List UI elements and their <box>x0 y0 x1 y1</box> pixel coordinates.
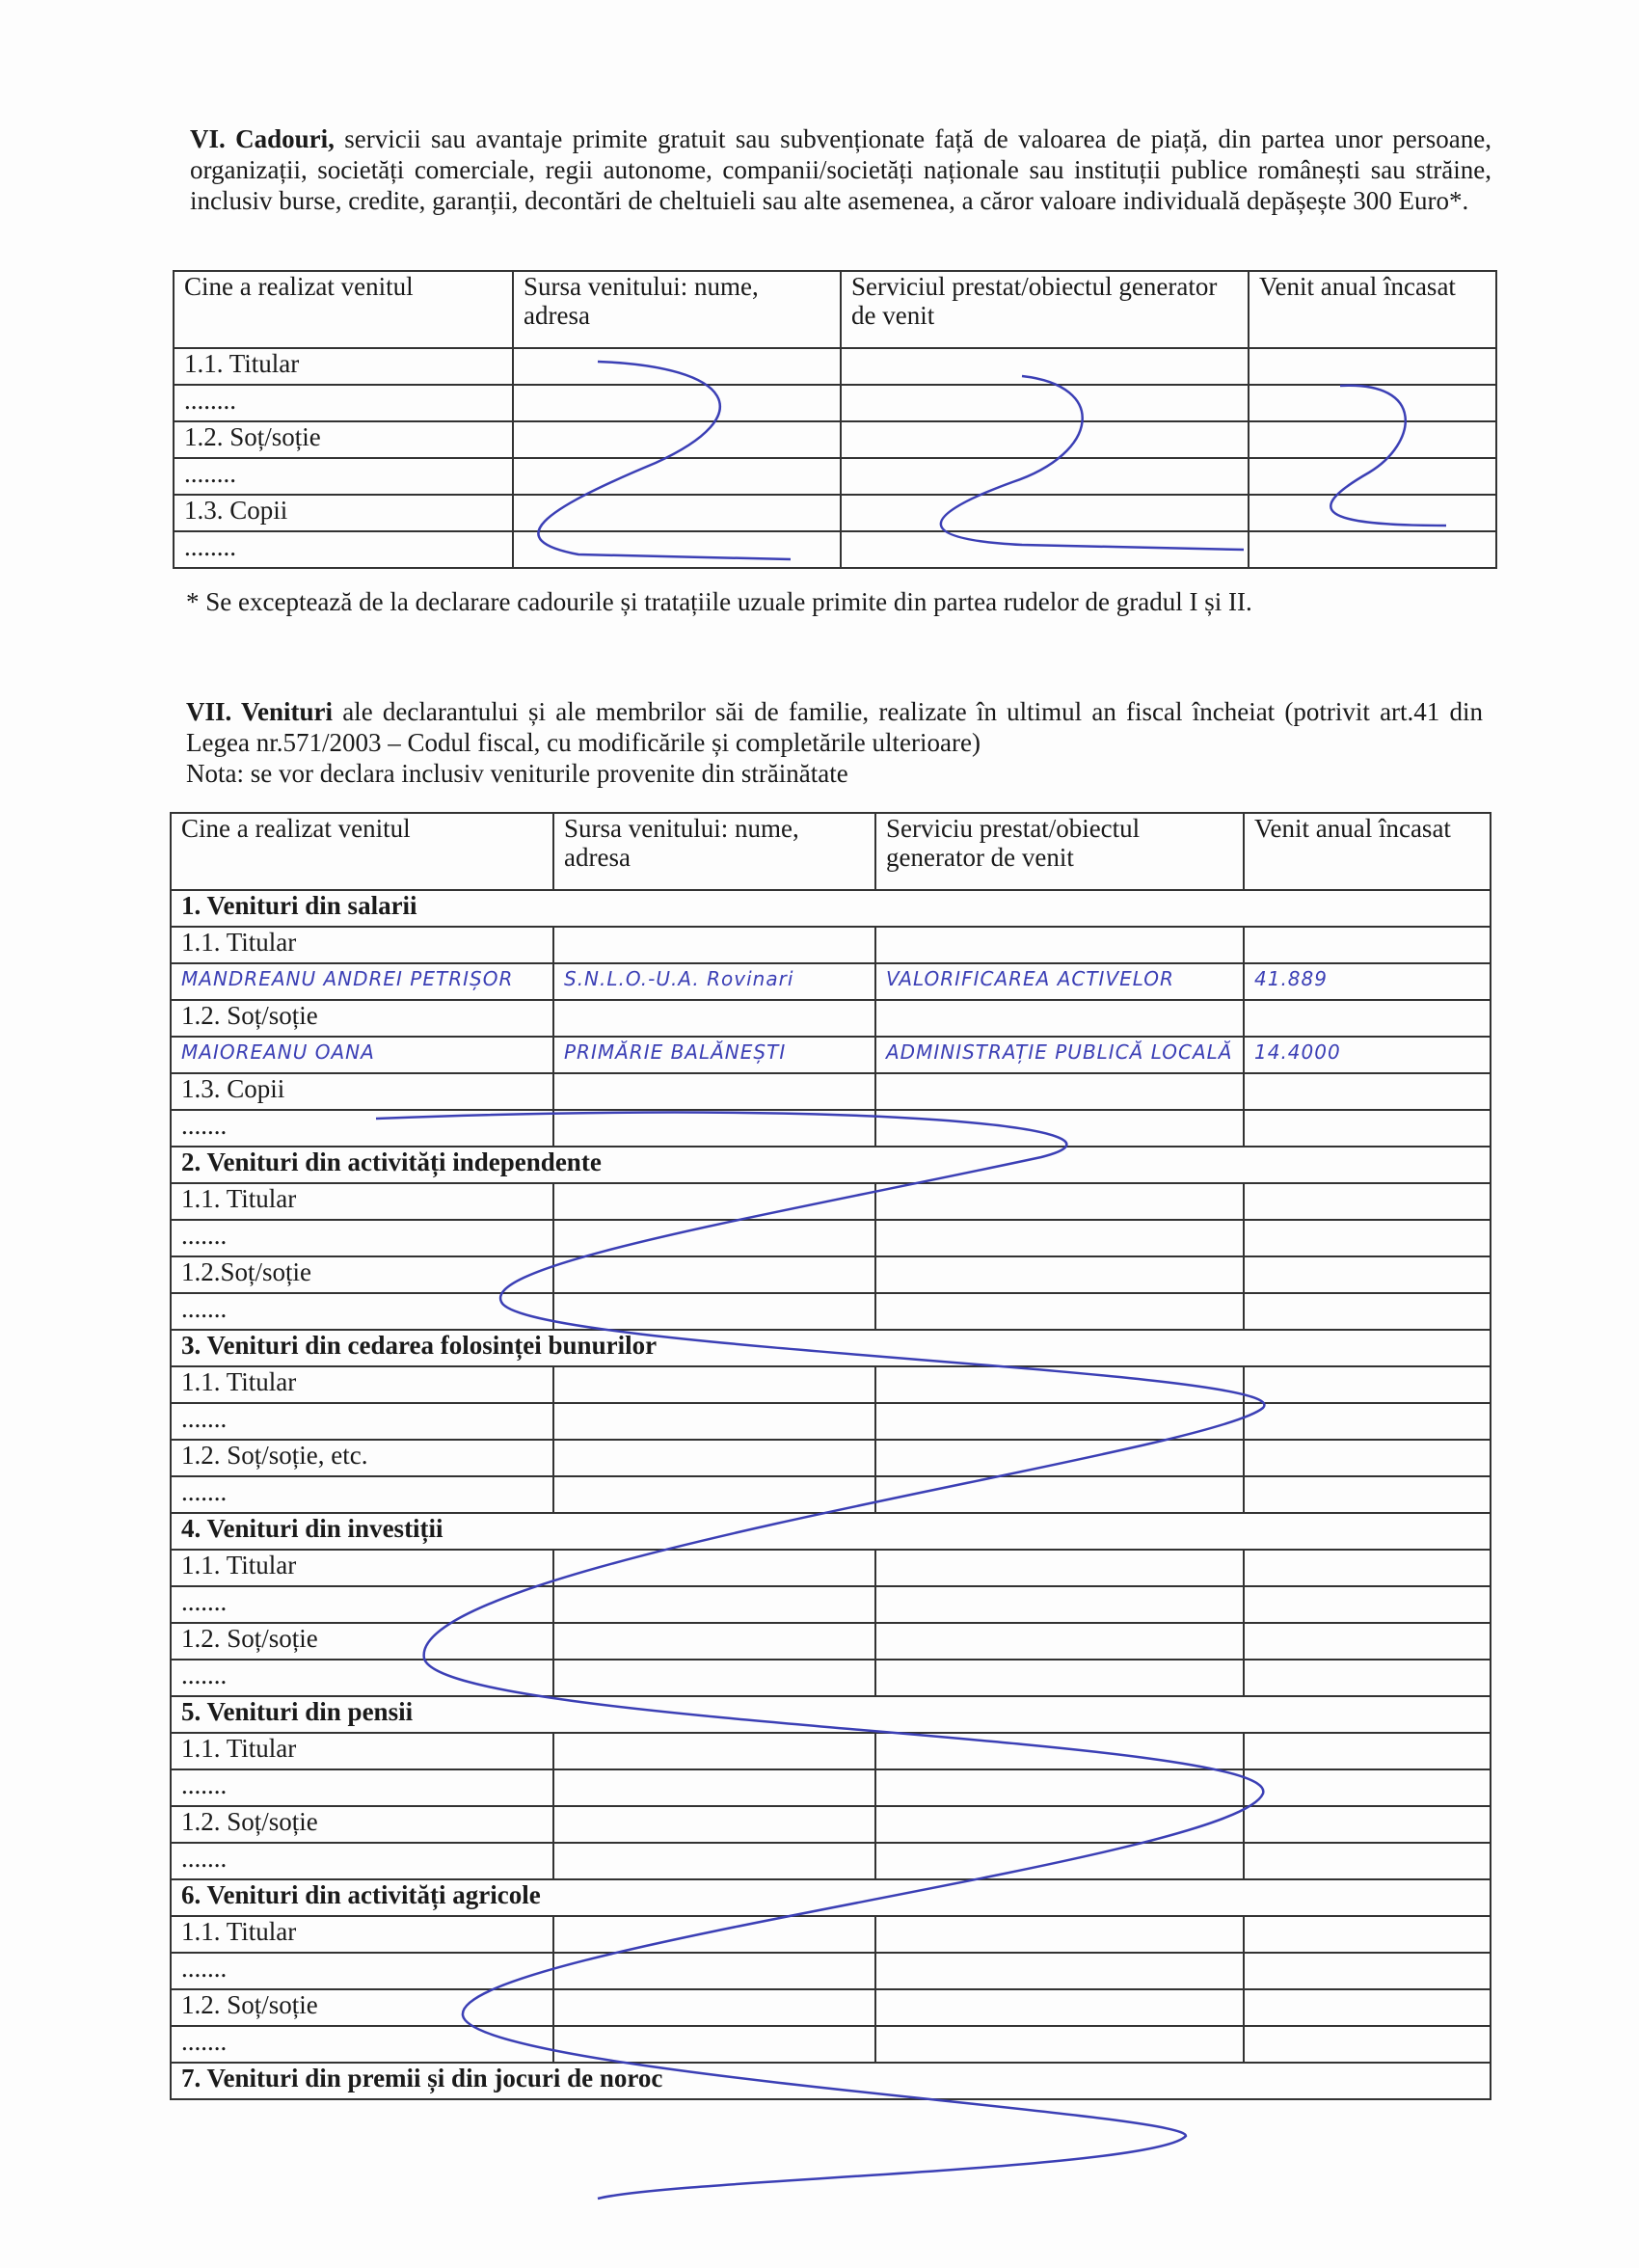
column-header: Serviciul prestat/obiectul generator de venit <box>841 271 1249 348</box>
empty-cell <box>875 1806 1244 1843</box>
empty-cell <box>553 1000 875 1037</box>
row-label: 1.3. Copii <box>174 495 513 531</box>
table-row <box>171 1989 1491 2026</box>
table-row <box>171 1440 1491 1476</box>
column-header: Cine a realizat venitul <box>174 271 513 348</box>
table-row <box>171 1769 1491 1806</box>
empty-cell <box>553 1403 875 1440</box>
empty-cell <box>875 1256 1244 1293</box>
empty-cell <box>513 531 841 568</box>
row-label: ....... <box>171 1769 553 1806</box>
column-header: Venit anual încasat <box>1244 813 1491 890</box>
row-label: ....... <box>171 1586 553 1623</box>
empty-cell <box>553 1293 875 1330</box>
empty-cell <box>1244 1733 1491 1769</box>
empty-cell <box>875 1623 1244 1660</box>
section-row <box>171 1696 1491 1733</box>
empty-cell <box>1249 385 1496 421</box>
empty-cell <box>1244 1183 1491 1220</box>
empty-cell <box>553 1366 875 1403</box>
section-6-text: servicii sau avantaje primite gratuit sau subvenționate față de valoarea de piață, din partea unor persoane, organizații, societăți comerciale, regii autonome, companii/societăți naționale sau instituții publice românești sau străine, inclusiv burse, credite, garanții, decontări de cheltuieli sau alte asemenea, a căror valoare individuală depășește 300 Euro*. <box>190 124 1492 215</box>
row-label: 1.2. Soț/soție, etc. <box>171 1440 553 1476</box>
empty-cell <box>1244 1586 1491 1623</box>
column-header: Sursa venitului: nume, adresa <box>513 271 841 348</box>
section-7-title: VII. Venituri <box>186 697 333 726</box>
row-label: 1.1. Titular <box>171 1366 553 1403</box>
empty-cell <box>553 1476 875 1513</box>
empty-cell <box>875 1183 1244 1220</box>
handwritten-cell: MANDREANU ANDREI PETRIȘOR <box>171 963 553 1000</box>
table-row <box>171 2026 1491 2063</box>
section-6-footnote: * Se exceptează de la declarare cadourile și tratațiile uzuale primite din partea rudelor de gradul I și II. <box>186 587 1252 616</box>
empty-cell <box>1244 1073 1491 1110</box>
empty-cell <box>553 1256 875 1293</box>
table-row <box>171 1843 1491 1879</box>
empty-cell <box>1244 1916 1491 1953</box>
empty-cell <box>875 1953 1244 1989</box>
empty-cell <box>1244 1769 1491 1806</box>
empty-cell <box>1244 1440 1491 1476</box>
handwritten-cell: 14.4000 <box>1244 1037 1491 1073</box>
empty-cell <box>841 385 1249 421</box>
empty-cell <box>875 1550 1244 1586</box>
empty-cell <box>875 1440 1244 1476</box>
table-row <box>171 1403 1491 1440</box>
empty-cell <box>875 1989 1244 2026</box>
empty-cell <box>553 1806 875 1843</box>
empty-cell <box>1244 1989 1491 2026</box>
empty-cell <box>1249 495 1496 531</box>
row-label: ........ <box>174 458 513 495</box>
row-label: 1.2. Soț/soție <box>171 1806 553 1843</box>
row-label: ....... <box>171 1220 553 1256</box>
row-label: ....... <box>171 2026 553 2063</box>
empty-cell <box>875 1476 1244 1513</box>
table-row <box>174 458 1496 495</box>
section-6-title: VI. Cadouri, <box>190 124 335 153</box>
empty-cell <box>553 1843 875 1879</box>
table-row <box>171 1293 1491 1330</box>
row-label: 1.2.Soț/soție <box>171 1256 553 1293</box>
row-label: 1.1. Titular <box>171 1550 553 1586</box>
empty-cell <box>875 1366 1244 1403</box>
empty-cell <box>1244 1476 1491 1513</box>
header-row <box>171 813 1491 890</box>
section-row <box>171 890 1491 927</box>
empty-cell <box>553 1769 875 1806</box>
empty-cell <box>1249 458 1496 495</box>
empty-cell <box>1244 1220 1491 1256</box>
table-row <box>171 1806 1491 1843</box>
handwritten-entry-row <box>171 963 1491 1000</box>
empty-cell <box>1249 348 1496 385</box>
table-row <box>171 1733 1491 1769</box>
row-label: 1.2. Soț/soție <box>171 1989 553 2026</box>
empty-cell <box>875 1843 1244 1879</box>
row-label: ....... <box>171 1110 553 1147</box>
row-label: 1.1. Titular <box>174 348 513 385</box>
section-heading: 1. Venituri din salarii <box>171 890 1491 927</box>
empty-cell <box>1244 1843 1491 1879</box>
handwritten-cell: 41.889 <box>1244 963 1491 1000</box>
empty-cell <box>875 1110 1244 1147</box>
section-heading: 7. Venituri din premii și din jocuri de noroc <box>171 2063 1491 2099</box>
table-row <box>171 1550 1491 1586</box>
empty-cell <box>1249 421 1496 458</box>
row-label: ....... <box>171 1843 553 1879</box>
table-row <box>171 1000 1491 1037</box>
empty-cell <box>1244 1623 1491 1660</box>
empty-cell <box>875 1000 1244 1037</box>
empty-cell <box>553 1989 875 2026</box>
empty-cell <box>875 927 1244 963</box>
empty-cell <box>553 927 875 963</box>
handwritten-cell: MAIOREANU OANA <box>171 1037 553 1073</box>
empty-cell <box>553 1110 875 1147</box>
empty-cell <box>875 1660 1244 1696</box>
row-label: ....... <box>171 1403 553 1440</box>
empty-cell <box>553 1660 875 1696</box>
table-row <box>174 385 1496 421</box>
section-row <box>171 1879 1491 1916</box>
section-row <box>171 1147 1491 1183</box>
section-heading: 5. Venituri din pensii <box>171 1696 1491 1733</box>
empty-cell <box>1244 2026 1491 2063</box>
row-label: 1.3. Copii <box>171 1073 553 1110</box>
income-table <box>170 812 1491 2100</box>
row-label: ........ <box>174 385 513 421</box>
section-7-intro <box>186 696 1483 789</box>
row-label: ....... <box>171 1660 553 1696</box>
column-header: Venit anual încasat <box>1249 271 1496 348</box>
empty-cell <box>553 1916 875 1953</box>
empty-cell <box>875 1220 1244 1256</box>
row-label: ....... <box>171 1953 553 1989</box>
empty-cell <box>513 421 841 458</box>
empty-cell <box>1244 927 1491 963</box>
gifts-table <box>173 270 1497 569</box>
table-row <box>171 927 1491 963</box>
empty-cell <box>513 348 841 385</box>
empty-cell <box>1244 1256 1491 1293</box>
empty-cell <box>875 1733 1244 1769</box>
row-label: 1.2. Soț/soție <box>171 1623 553 1660</box>
table-row <box>174 348 1496 385</box>
empty-cell <box>841 458 1249 495</box>
empty-cell <box>875 1586 1244 1623</box>
row-label: 1.2. Soț/soție <box>174 421 513 458</box>
empty-cell <box>553 1586 875 1623</box>
row-label: 1.2. Soț/soție <box>171 1000 553 1037</box>
table-row <box>171 1183 1491 1220</box>
empty-cell <box>553 1440 875 1476</box>
empty-cell <box>553 1623 875 1660</box>
handwritten-cell: S.N.L.O.-U.A. Rovinari <box>553 963 875 1000</box>
table-row <box>171 1916 1491 1953</box>
empty-cell <box>1244 1366 1491 1403</box>
table-row <box>171 1073 1491 1110</box>
empty-cell <box>1244 1403 1491 1440</box>
handwritten-entry-row <box>171 1037 1491 1073</box>
section-heading: 3. Venituri din cedarea folosinței bunurilor <box>171 1330 1491 1366</box>
row-label: ........ <box>174 531 513 568</box>
table-row <box>171 1256 1491 1293</box>
empty-cell <box>1244 1953 1491 1989</box>
table-row <box>171 1476 1491 1513</box>
handwritten-cell: ADMINISTRAȚIE PUBLICĂ LOCALĂ <box>875 1037 1244 1073</box>
empty-cell <box>841 421 1249 458</box>
row-label: ....... <box>171 1293 553 1330</box>
empty-cell <box>513 495 841 531</box>
table-row <box>171 1623 1491 1660</box>
table-row <box>174 421 1496 458</box>
table-row <box>171 1953 1491 1989</box>
empty-cell <box>1244 1000 1491 1037</box>
empty-cell <box>875 2026 1244 2063</box>
empty-cell <box>1244 1806 1491 1843</box>
empty-cell <box>841 531 1249 568</box>
table-row <box>174 495 1496 531</box>
empty-cell <box>553 2026 875 2063</box>
empty-cell <box>553 1733 875 1769</box>
empty-cell <box>513 385 841 421</box>
empty-cell <box>553 1550 875 1586</box>
empty-cell <box>1244 1293 1491 1330</box>
empty-cell <box>1244 1550 1491 1586</box>
section-heading: 6. Venituri din activități agricole <box>171 1879 1491 1916</box>
table-row <box>171 1586 1491 1623</box>
empty-cell <box>513 458 841 495</box>
row-label: 1.1. Titular <box>171 1183 553 1220</box>
table-row <box>171 1220 1491 1256</box>
table-row <box>171 1660 1491 1696</box>
row-label: 1.1. Titular <box>171 927 553 963</box>
section-7-text: ale declarantului și ale membrilor săi de familie, realizate în ultimul an fiscal încheiat (potrivit art.41 din Legea nr.571/2003 – Codul fiscal, cu modificările și completările ulterioare) <box>186 697 1484 757</box>
row-label: 1.1. Titular <box>171 1733 553 1769</box>
empty-cell <box>553 1220 875 1256</box>
handwritten-cell: PRIMĂRIE BALĂNEȘTI <box>553 1037 875 1073</box>
column-header: Cine a realizat venitul <box>171 813 553 890</box>
section-7-note: Nota: se vor declara inclusiv veniturile provenite din străinătate <box>186 759 848 788</box>
column-header: Serviciu prestat/obiectul generator de venit <box>875 813 1244 890</box>
section-6-intro <box>190 123 1491 216</box>
empty-cell <box>553 1183 875 1220</box>
empty-cell <box>841 495 1249 531</box>
empty-cell <box>875 1293 1244 1330</box>
row-label: ....... <box>171 1476 553 1513</box>
handwritten-cell: VALORIFICAREA ACTIVELOR <box>875 963 1244 1000</box>
row-label: 1.1. Titular <box>171 1916 553 1953</box>
section-heading: 2. Venituri din activități independente <box>171 1147 1491 1183</box>
table-row <box>171 1110 1491 1147</box>
empty-cell <box>1244 1110 1491 1147</box>
header-row <box>174 271 1496 348</box>
empty-cell <box>1249 531 1496 568</box>
empty-cell <box>875 1073 1244 1110</box>
section-row <box>171 1513 1491 1550</box>
empty-cell <box>553 1953 875 1989</box>
table-row <box>171 1366 1491 1403</box>
column-header: Sursa venitului: nume, adresa <box>553 813 875 890</box>
table-row <box>174 531 1496 568</box>
empty-cell <box>875 1916 1244 1953</box>
empty-cell <box>1244 1660 1491 1696</box>
empty-cell <box>875 1769 1244 1806</box>
section-heading: 4. Venituri din investiții <box>171 1513 1491 1550</box>
empty-cell <box>875 1403 1244 1440</box>
empty-cell <box>553 1073 875 1110</box>
empty-cell <box>841 348 1249 385</box>
section-row <box>171 1330 1491 1366</box>
section-row <box>171 2063 1491 2099</box>
